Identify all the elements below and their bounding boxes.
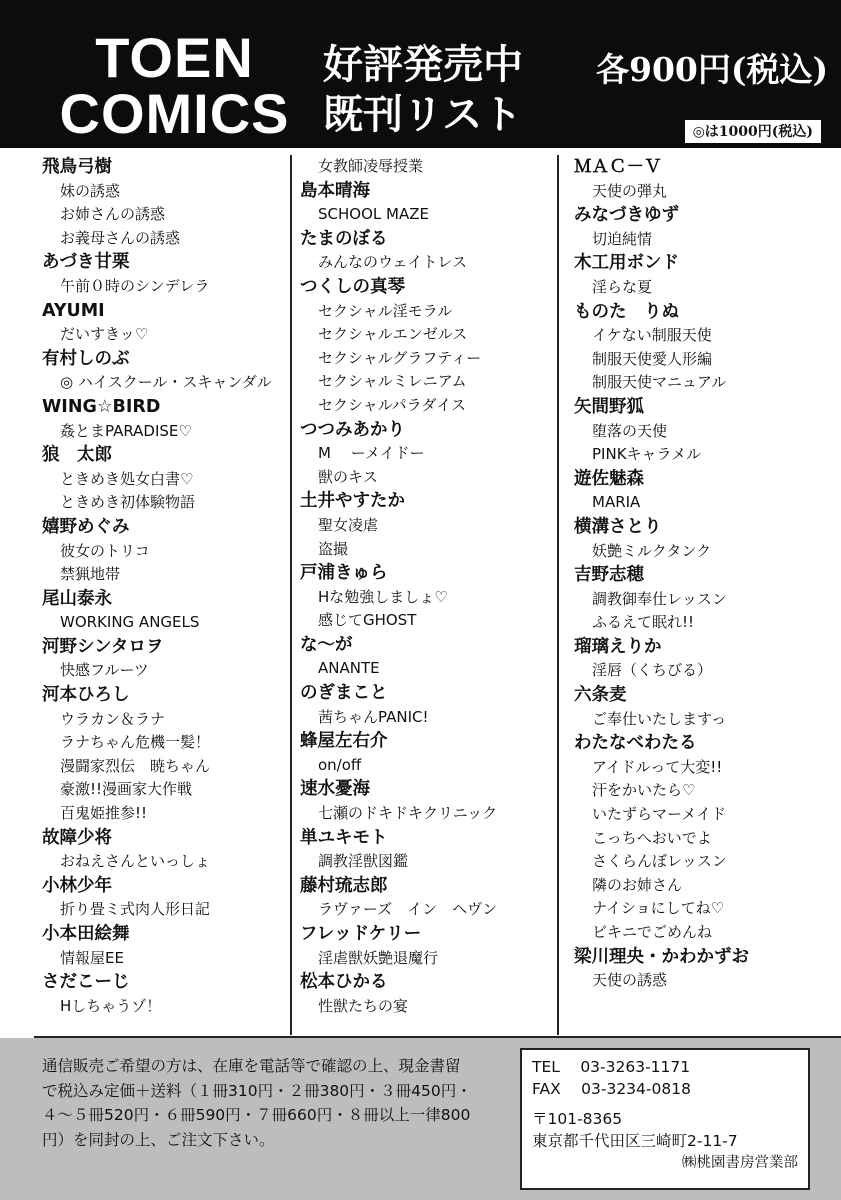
book-title: お義母さんの誘惑 [60, 228, 181, 247]
author-entry [42, 347, 292, 395]
author-name: 河本ひろし [42, 685, 130, 706]
author-name: 吉野志穂 [574, 565, 644, 586]
author-name: みなづきゆず [574, 205, 679, 226]
price-label: 各900円(税込) [596, 50, 829, 89]
author-entry [300, 681, 555, 729]
book-title: 妖艶ミルクタンク [592, 541, 712, 560]
author-name: 藤村琉志郎 [300, 875, 388, 896]
author-entry [300, 561, 555, 633]
author-name: 土井やすたか [300, 491, 405, 512]
author-entry [42, 395, 292, 443]
book-title: 性獣たちの宴 [318, 996, 409, 1015]
book-title: 調教御奉仕レッスン [592, 589, 727, 608]
catalog-column-3 [574, 155, 841, 1033]
book-title: 彼女のトリコ [60, 541, 150, 560]
book-title: セクシャル淫モラル [318, 301, 453, 320]
author-entry [42, 587, 292, 635]
author-entry [42, 970, 292, 1018]
book-title: イケない制服天使 [592, 326, 712, 345]
author-entry [300, 777, 555, 825]
book-title: 制服天使愛人形編 [592, 349, 713, 368]
author-name: 戸浦きゅら [300, 563, 388, 584]
author-name: 瑠璃えりか [574, 636, 662, 657]
author-name: な～が [300, 634, 353, 655]
author-entry [574, 155, 841, 203]
author-entry [42, 155, 292, 250]
author-entry [300, 155, 555, 179]
book-title: さくらんぼレッスン [592, 852, 727, 871]
book-title: みんなのウェイトレス [318, 253, 467, 272]
book-title: on/off [318, 755, 362, 774]
book-title: 妹の誘惑 [60, 181, 121, 200]
author-entry [574, 203, 841, 251]
author-entry [300, 874, 555, 922]
postal-code: 〒101-8365 [532, 1110, 623, 1128]
footer [0, 1038, 841, 1200]
author-name: 尾山泰永 [42, 588, 112, 609]
author-entry [300, 633, 555, 681]
book-title: M ーメイドー [318, 444, 425, 463]
author-entry [574, 395, 841, 467]
column-divider [557, 155, 559, 1035]
book-title: 切迫純情 [592, 229, 653, 248]
brand-logo [42, 26, 307, 145]
address: 東京都千代田区三崎町2-11-7 [532, 1132, 738, 1150]
book-title: ナイショにしてね♡ [592, 899, 725, 918]
brand-line: TOEN [95, 26, 254, 89]
author-name: ＭＡＣ－Ｖ [574, 157, 662, 177]
author-name: 飛鳥弓樹 [42, 157, 112, 177]
author-entry [300, 275, 555, 418]
book-title: 豪激!!漫画家大作戦 [60, 780, 193, 799]
book-title: 女教師凌辱授業 [318, 157, 424, 175]
book-title: お姉さんの誘惑 [60, 205, 166, 224]
book-title: ウラカン＆ラナ [60, 709, 166, 728]
author-name: 小本田絵舞 [42, 924, 130, 944]
book-title: 淫らな夏 [592, 277, 653, 296]
book-title: 茜ちゃんPANIC! [318, 707, 429, 726]
book-title: MARIA [592, 493, 641, 512]
author-name: 河野シンタロヲ [42, 636, 164, 657]
author-entry [574, 683, 841, 731]
author-entry [42, 922, 292, 970]
author-entry [42, 443, 292, 515]
book-title: 感じてGHOST [318, 611, 417, 630]
author-entry [300, 179, 555, 227]
book-title: ANANTE [318, 659, 380, 678]
book-title: セクシャルグラフティー [318, 348, 482, 367]
catalog-column-2 [300, 155, 555, 1033]
book-title: Hしちゃうゾ！ [60, 996, 162, 1015]
author-name: あづき甘栗 [42, 252, 130, 273]
author-entry [300, 227, 555, 275]
book-title: ときめき初体験物語 [60, 493, 196, 512]
author-name: 遊佐魅森 [574, 468, 644, 489]
author-name: 蜂屋左右介 [300, 731, 388, 752]
book-title: 七瀬のドキドキクリニック [318, 804, 498, 823]
book-title: WORKING ANGELS [60, 613, 200, 632]
book-title: 聖女凌虐 [318, 515, 379, 534]
author-entry [42, 515, 292, 587]
book-title: PINKキャラメル [592, 445, 702, 464]
author-name: 故障少将 [42, 827, 112, 848]
book-title: ふるえて眠れ!! [592, 613, 695, 632]
author-name: 六条麦 [574, 685, 627, 706]
header-band [0, 0, 841, 148]
book-title: セクシャルパラダイス [318, 395, 467, 414]
author-name: 横溝さとり [574, 516, 662, 537]
book-title: こっちへおいでよ [592, 828, 712, 847]
author-name: つつみあかり [300, 419, 405, 440]
author-name: わたなべわたる [574, 733, 697, 754]
author-name: のぎまこと [300, 683, 388, 704]
book-title: Hな勉強しましょ♡ [318, 587, 448, 606]
fax-number: FAX 03-3234-0818 [532, 1080, 691, 1098]
author-name: 嬉野めぐみ [42, 516, 130, 537]
book-title: ご奉仕いたしますっ [592, 709, 727, 728]
author-entry [42, 826, 292, 874]
mail-order-notice: 通信販売ご希望の方は、在庫を電話等で確認の上、現金書留で税込み定価＋送料（１冊310円・２冊380円・３冊450円・４～５冊520円・６冊590円・７冊660円・８冊以上一律800円）を同封の上、ご注文下さい。 [42, 1057, 472, 1149]
book-title: 情報屋EE [60, 948, 124, 967]
catalog-columns [34, 155, 841, 1035]
author-name: つくしの真琴 [300, 276, 405, 297]
book-title: ときめき処女白書♡ [60, 469, 194, 488]
author-name: たまのぼる [300, 228, 388, 249]
book-title: 漫闘家烈伝 暁ちゃん [60, 756, 211, 775]
price-note: ◎は1000円(税込) [685, 120, 821, 143]
catalog-column-1 [42, 155, 292, 1033]
book-title: 快感フルーツ [60, 661, 149, 680]
author-entry [42, 250, 292, 298]
author-entry [574, 563, 841, 635]
book-title: 禁猟地帯 [60, 565, 121, 584]
author-name: AYUMI [42, 300, 105, 321]
author-entry [300, 970, 555, 1018]
book-title: 天使の弾丸 [592, 181, 668, 200]
author-name: 小林少年 [42, 875, 112, 896]
book-title: 折り畳ミ式肉人形日記 [60, 900, 211, 919]
author-entry [574, 731, 841, 944]
author-name: WING☆BIRD [42, 396, 161, 417]
author-name: 狼 太郎 [42, 445, 112, 466]
author-entry [300, 729, 555, 777]
book-title: おねえさんといっしょ [60, 852, 211, 871]
author-name: 島本晴海 [300, 180, 370, 201]
page-title [323, 40, 523, 140]
book-title: アイドルって大変!! [592, 757, 723, 776]
book-title: 淫虐獣妖艶退魔行 [318, 948, 439, 967]
publisher-name: ㈱桃園書房営業部 [682, 1155, 798, 1171]
book-title: いたずらマーメイド [592, 805, 726, 824]
author-name: 松本ひかる [300, 972, 388, 993]
author-entry [42, 635, 292, 683]
author-entry [574, 515, 841, 563]
author-entry [574, 251, 841, 299]
author-entry [574, 300, 841, 395]
book-title: ラヴァーズ イン ヘヴン [318, 900, 498, 919]
author-name: さだこーじ [42, 972, 130, 993]
author-name: ものた りぬ [574, 301, 679, 322]
title-line: 好評発売中 [323, 42, 523, 88]
author-entry [42, 299, 292, 347]
author-entry [300, 489, 555, 561]
book-title: セクシャルミレニアム [318, 372, 467, 391]
author-entry [574, 945, 841, 993]
book-title: 獣のキス [318, 467, 378, 486]
book-title: SCHOOL MAZE [318, 205, 429, 224]
book-title: 午前０時のシンデレラ [60, 276, 210, 295]
book-title: 調教淫獣図鑑 [318, 852, 409, 871]
brand-line: COMICS [59, 82, 290, 145]
author-entry [574, 467, 841, 515]
book-title: 百鬼姫推参!! [60, 804, 148, 823]
book-title: セクシャルエンゼルス [318, 325, 468, 344]
author-entry [42, 874, 292, 922]
book-title: だいすきッ♡ [60, 325, 149, 344]
book-title: 淫唇（くちびる） [592, 661, 713, 680]
title-line: 既刊リスト [323, 92, 523, 138]
author-name: 梁川理央・かわかずお [574, 946, 749, 967]
phone-number: TEL 03-3263-1171 [532, 1058, 691, 1076]
book-title: 隣のお姉さん [592, 875, 683, 894]
book-title: 制服天使マニュアル [592, 373, 727, 392]
column-divider [290, 155, 292, 1035]
book-title: 堕落の天使 [592, 421, 668, 440]
book-title: ビキニでごめんね [592, 923, 713, 941]
author-name: 有村しのぶ [42, 348, 130, 369]
author-entry [42, 683, 292, 826]
book-title: ◎ ハイスクール・スキャンダル [60, 373, 272, 392]
book-title: 汗をかいたら♡ [592, 781, 696, 800]
author-name: 木工用ボンド [574, 253, 679, 274]
author-name: 単ユキモト [300, 827, 388, 848]
author-entry [574, 635, 841, 683]
author-name: 矢間野狐 [574, 396, 644, 417]
book-title: 天使の誘惑 [592, 971, 668, 990]
book-title: 盗撮 [318, 539, 349, 558]
author-name: フレッドケリー [300, 924, 422, 944]
author-entry [300, 418, 555, 490]
contact-box [520, 1048, 810, 1190]
author-name: 速水憂海 [300, 779, 370, 800]
book-title: ラナちゃん危機一髪！ [60, 733, 211, 752]
author-entry [300, 922, 555, 970]
author-entry [300, 826, 555, 874]
book-title: 姦とまPARADISE♡ [60, 421, 192, 440]
